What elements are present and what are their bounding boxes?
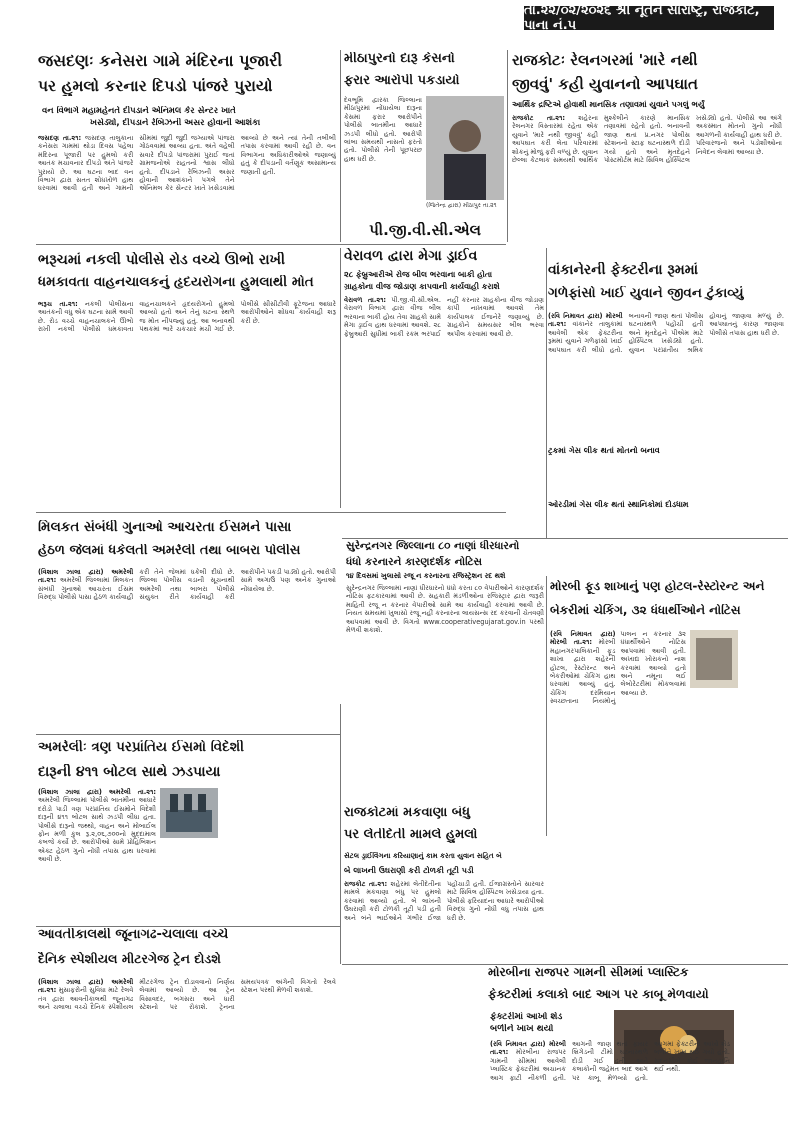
morbi-fire-headline-2: ફેક્ટરીમાં કલાકો બાદ આગ પર કાબૂ મેળવાયો <box>488 988 709 1001</box>
row-rule <box>36 244 506 245</box>
jasdan-subhead-2: ખસેડ્યો, દીપડાને રેબિઝની અસર હોવાની આશંકા <box>90 118 261 128</box>
surendranagar-headline-2: ધંધો કરનારને કારણદર્શક નોટિસ <box>346 556 483 568</box>
morbi-food-dateline: (રવિ નિમાવત દ્વારા) મોરબી તા.૨૧: <box>550 630 616 647</box>
row-rule <box>36 734 340 735</box>
railnagar-body-text: શહેરના રેલનગર વિસ્તારમાં રહેતા એક યુવાને 'મારે નથી જીવવું' કહી આપઘાત કરી લેતા પરિવારમાં શોકનું મોજું ફરી વળ્યું છે. યુવાન છેલ્લા કેટલાક સમયથી આર્થિક મુશ્કેલીને કારણે માનસિક તણાવમાં રહેતો હતો. બનાવની જાણ થતાં પ્ર.નગર પોલીસ સ્ટેશનનો સ્ટાફ ઘટનાસ્થળે દોડી ગયો હતો અને મૃતદેહને પોસ્ટમોર્ટમ માટે સિવિલ હોસ્પિટલ ખસેડ્યો હતો. પોલીસે આ અંગે અકસ્માત મોતનો ગુનો નોંધી આગળની કાર્યવાહી હાથ ધરી છે. પરિવારજનો અને પડોશીઓના નિવેદન લેવામાં આવ્યા છે. <box>512 114 782 165</box>
row-rule <box>342 964 788 965</box>
column-rule <box>340 248 341 508</box>
column-rule <box>507 50 508 242</box>
amreli-pasa-headline-2: હેઠળ જેલમાં ધકેલતી અમરેલી તથા બાબરા પોલીસ <box>38 544 301 558</box>
morbi-food-headline-1: મોરબી ફૂડ શાખાનું પણ હોટલ-રેસ્ટોરન્ટ અને <box>550 580 765 593</box>
jasdan-headline-1: જસદણઃ કનેસરા ગામે મંદિરના પૂજારી <box>38 52 283 70</box>
amreli-liquor-headline-1: અમરેલીઃ ત્રણ પરપ્રાંતિય ઈસમો વિદેશી <box>38 740 244 755</box>
column-rule <box>546 576 547 836</box>
amreli-liquor-dateline: (વિશાલ ઝાલા દ્વારા) અમરેલી તા.૨૧: <box>38 788 156 796</box>
seized-bottles-photo <box>160 788 218 838</box>
jasdan-subhead-1: વન વિભાગે મહામહેનતે દીપડાને એનિમલ કેર સેન્ટર ખાતે <box>42 106 236 116</box>
pgvcl-dateline: વેરાવળ તા.૨૧: <box>344 296 387 304</box>
wankaner-body <box>548 312 784 442</box>
railnagar-headline-2: જીવવું' કહી યુવાનનો આપઘાત <box>512 76 698 93</box>
jasdan-body-text: જસદણ તાલુકાના કનેસરા ગામમાં થોડા દિવસ પહેલા મંદિરના પૂજારી પર હુમલો કરી આતંક મચાવનાર દીપડો અંતે પાંજરે પુરાયો છે. આ ઘટના બાદ વન વિભાગ દ્વારા સતત શોધખોળ હાથ ધરવામાં આવી હતી અને ગામની સીમમાં જુદી જુદી જગ્યાએ પાંજરા ગોઠવવામાં આવ્યા હતા. અંતે વહેલી સવારે દીપડો પાંજરામાં પુરાઈ જતાં ગ્રામજનોએ રાહતનો શ્વાસ લીધો હતો. દીપડાને રેબિઝની અસર હોવાની આશંકાને પગલે તેને એનિમલ કેર સેન્ટર ખાતે ખસેડવામાં આવ્યો છે અને ત્યાં તેની તબીબી તપાસ કરવામાં આવી રહી છે. વન વિભાગના અધિકારીઓએ જણાવ્યું હતું કે દીપડાની વર્તણૂક અસામાન્ય જણાતી હતી. <box>38 134 336 193</box>
morbi-fire-body-text: મોરબીના રાજપર ગામની સીમમાં આવેલી પ્લાસ્ટિક ફેક્ટરીમાં અચાનક આગ ફાટી નીકળી હતી. આગની જાણ થતાં ફાયર બ્રિગેડની ટીમો ઘટનાસ્થળે દોડી ગઈ હતી અને કલાકોની જહેમત બાદ આગ પર કાબૂ મેળવ્યો હતો. આગમાં ફેક્ટરીનો આખો શેડ બળીને ખાખ થઈ ગયો હતો. સદનસીબે કોઈ જાનહાનિ થઈ નથી. <box>490 1040 730 1082</box>
amreli-pasa-dateline: (વિશાલ ઝાલા દ્વારા) અમરેલી તા.૨૧: <box>38 568 134 585</box>
bharuch-body <box>38 300 336 506</box>
column-rule <box>546 248 547 538</box>
jasdan-body <box>38 134 336 240</box>
amreli-liquor-body-text: અમરેલી જિલ્લામાં પોલીસે બાતમીના આધારે દરોડો પાડી ત્રણ પરપ્રાંતિય ઈસમોને વિદેશી દારૂની ૪૧૧ બોટલ સાથે ઝડપી લીધા હતા. પોલીસે દારૂનો જથ્થો, વાહન અને મોબાઈલ ફોન મળી કુલ રૂ.૨,૦૬,૭૦૦નો મુદ્દામાલ કબજે કર્યો છે. આરોપીઓ સામે પ્રોહિબિશન એક્ટ હેઠળ ગુનો નોંધી તપાસ હાથ ધરવામાં આવી છે. <box>38 796 156 864</box>
morbi-fire-dateline: (રવિ નિમાવત દ્વારા) મોરબી તા.૨૧: <box>490 1040 566 1057</box>
wankaner-headline-2: ગળેફાંસો ખાઈ યુવાને જીવન ટુંકાવ્યું <box>548 286 744 301</box>
makvana-headline-2: પર લેતીદેતી મામલે હુમલો <box>344 828 478 842</box>
pgvcl-body <box>344 296 544 452</box>
morbi-fire-subhead-1: ફેક્ટરીમાં આખો શેડ <box>490 1012 563 1022</box>
mithapur-headline-2: ફરાર આરોપી પકડાયો <box>344 74 460 88</box>
wankaner-subhead-2: ઓરડીમાં ગેસ લીક થતાં સ્થાનિકોમાં દોડધામ <box>548 500 689 509</box>
railnagar-dateline: રાજકોટ તા.૨૧: <box>512 114 566 122</box>
junagadh-body-text: મુસાફરોની સુવિધા માટે રેલવે તંત્ર દ્વારા આવતીકાલથી જૂનાગઢ અને ચલાલા વચ્ચે દૈનિક સ્પેશીયલ મીટરગેજ ટ્રેન દોડાવવાનો નિર્ણય લેવામાં આવ્યો છે. આ ટ્રેન વિસાવદર, બગસરા અને ધારી સ્ટેશનો પર રોકાશે. ટ્રેનના સમયપત્રક અંગેની વિગતો રેલવે સ્ટેશન પરથી મેળવી શકાશે. <box>38 978 336 1012</box>
bharuch-body-text: નકલી પોલીસના આતંકની વધુ એક ઘટના સામે આવી છે. રોડ વચ્ચે વાહનચાલકને ઊભો રાખી નકલી પોલીસે ધમકાવતા વાહનચાલકને હૃદયરોગનો હુમલો આવ્યો હતો અને તેનું ઘટના સ્થળે જ મોત નીપજ્યું હતું. આ બનાવથી પંથકમાં ભારે ચકચાર મચી ગઈ છે. પોલીસે સીસીટીવી ફૂટેજના આધારે આરોપીઓને શોધવા કાર્યવાહી શરૂ કરી છે. <box>38 300 336 334</box>
morbi-fire-headline-1: મોરબીના રાજપર ગામની સીમમાં પ્લાસ્ટિક <box>488 966 689 979</box>
mithapur-photo <box>426 96 504 200</box>
page-folio: તા.૨૨/૦૨/૨૦૨૬ શ્રી નૂતન સૌરાષ્ટ્ર, રાજકોટ, પાના નં.૫ <box>524 6 774 30</box>
jasdan-dateline: જસદણ તા.૨૧: <box>38 134 82 142</box>
morbi-food-photo <box>690 630 738 688</box>
makvana-dateline: રાજકોટ તા.૨૧: <box>344 880 388 888</box>
wankaner-dateline: (રવિ નિમાવત દ્વારા) મોરબી તા.૨૧: <box>548 312 623 329</box>
amreli-liquor-photo <box>160 788 218 838</box>
surendranagar-headline-1: સુરેન્દ્રનગર જિલ્લાના ૮૦ નાણાં ધીરધારનો <box>346 540 520 552</box>
bharuch-dateline: ભરૂચ તા.૨૧: <box>38 300 78 308</box>
person-photo <box>426 96 504 200</box>
surendranagar-body: સુરેન્દ્રનગર જિલ્લામાં નાણાં ધીરધારનો ધંધો કરતા ૮૦ વેપારીઓને કારણદર્શક નોટિસ ફટકારવામાં આવી છે. સહકારી મંડળીઓના રજિસ્ટ્રાર દ્વારા જરૂરી માહિતી રજૂ ન કરનાર વેપારીઓ સામે આ કાર્યવાહી કરવામાં આવી છે. નિયત સમયમાં ખુલાસો રજૂ નહીં કરનારના લાયસન્સ રદ કરવાની ચેતવણી આપવામાં આવી છે. વિગતો www.cooperativegujarat.gov.in પરથી મેળવી શકાશે. <box>346 584 544 635</box>
makvana-body-text: શહેરમાં લેતીદેતીના મામલે મકવાણા બંધુ પર હુમલો કરવામાં આવ્યો હતો. બે લાખની ઉઘરાણી કરી ટોળકી તૂટી પડી હતી અને બંને ભાઈઓને ગંભીર ઈજા પહોંચાડી હતી. ઈજાગ્રસ્તોને સારવાર માટે સિવિલ હોસ્પિટલ ખસેડાયા હતા. પોલીસે ફરિયાદના આધારે આરોપીઓ વિરુદ્ધ ગુનો નોંધી વધુ તપાસ હાથ ધરી છે. <box>344 880 544 922</box>
amreli-pasa-headline-1: મિલકત સંબંધી ગુનાઓ આચરતા ઈસમને પાસા <box>38 520 292 535</box>
morbi-fire-subhead-2: બળીને ખાખ થયો <box>490 1024 554 1034</box>
amreli-liquor-headline-2: દારૂની ૪૧૧ બોટલ સાથે ઝડપાયા <box>38 764 221 780</box>
makvana-headline-1: રાજકોટમાં મકવાણા બંધુ <box>344 806 471 820</box>
pgvcl-subhead-2: ગ્રાહકોના વીજ જોડાણ કાપવાની કાર્યવાહી કરાશે <box>344 282 500 291</box>
railnagar-body <box>512 114 782 240</box>
makvana-subhead-2: બે લાખની ઉઘરાણી કરી ટોળકી તૂટી પડી <box>344 866 474 875</box>
inspection-photo <box>690 630 738 688</box>
wankaner-headline-1: વાંકાનેરની ફેક્ટરીના રૂમમાં <box>548 262 699 278</box>
railnagar-subhead: આર્થિક દ્રષ્ટિએ હોવાથી માનસિક તણાવમાં યુવાને પગલું ભર્યું <box>512 100 705 109</box>
makvana-body <box>344 880 544 966</box>
junagadh-headline-2: દૈનિક સ્પેશીયલ મીટરગેજ ટ્રેન દોડશે <box>38 952 221 966</box>
makvana-subhead-1: સેટલ ડ્રાઈવિંગના કરિયાણાનું કામ કરતા યુવાન સહિત બે <box>344 852 502 860</box>
morbi-food-body <box>550 630 686 756</box>
pgvcl-headline-1: પી.જી.વી.સી.એલ <box>369 222 481 239</box>
bharuch-headline-1: ભરૂચમાં નકલી પોલીસે રોડ વચ્ચે ઊભો રાખી <box>38 252 286 268</box>
pgvcl-headline-2: વેરાવળ દ્વારા મેગા ડ્રાઈવ <box>344 248 478 264</box>
junagadh-body <box>38 978 336 1126</box>
junagadh-dateline: (વિશાલ ઝાલા દ્વારા) અમરેલી તા.૨૧: <box>38 978 134 995</box>
mithapur-headline-1: મીઠાપુરનો દારૂ કેસનો <box>344 52 455 66</box>
wankaner-subhead-1: ટ્રકમાં ગેસ લીક થતાં મોતનો બનાવ <box>548 446 660 455</box>
row-rule <box>36 512 506 513</box>
amreli-pasa-body-text: અમરેલી જિલ્લામાં મિલકત સંબંધી ગુનાઓ આચરતા ઈસમ વિરુદ્ધ પોલીસે પાસા હેઠળ કાર્યવાહી કરી તેને જેલમાં ધકેલી દીધો છે. જિલ્લા પોલીસ વડાની સૂચનાથી અમરેલી તથા બાબરા પોલીસે સંયુક્ત રીતે કાર્યવાહી કરી આરોપીને પકડી પાડ્યો હતો. આરોપી સામે અગાઉ પણ અનેક ગુનાઓ નોંધાયેલા છે. <box>38 568 336 602</box>
pgvcl-body-text: પી.જી.વી.સી.એલ. વેરાવળ વિભાગ દ્વારા વીજ બીલ ભરવાના બાકી હોય તેવા ગ્રાહકો સામે મેગા ડ્રાઈવ હાથ ધરવામાં આવશે. ૨૮ ફેબ્રુઆરી સુધીમાં બાકી રકમ ભરપાઈ નહીં કરનાર ગ્રાહકોના વીજ જોડાણ કાપી નાખવામાં આવશે તેમ કાર્યપાલક ઈજનેરે જણાવ્યું છે. ગ્રાહકોને સમયસર બીલ ભરવા અપીલ કરવામાં આવી છે. <box>344 296 544 338</box>
row-rule <box>36 926 340 927</box>
column-rule <box>340 704 341 964</box>
morbi-food-body-text: મોરબી મહાનગરપાલિકાની ફૂડ શાખા દ્વારા શહેરની હોટલ, રેસ્ટોરન્ટ અને બેકરીઓમાં ચેકિંગ હાથ ધરવામાં આવ્યું હતું. ચેકિંગ દરમિયાન સ્વચ્છતાના નિયમોનું પાલન ન કરનાર ૩૨ ધંધાર્થીઓને નોટિસ આપવામાં આવી હતી. અખાદ્ય ખોરાકનો નાશ કરવામાં આવ્યો હતો અને નમૂના લઈ લેબોરેટરીમાં મોકલવામાં આવ્યા છે. <box>550 630 686 706</box>
amreli-pasa-body <box>38 568 336 730</box>
amreli-liquor-body <box>38 788 156 920</box>
wankaner-body-text: વાંકાનેર તાલુકામાં આવેલી એક ફેક્ટરીના રૂમમાં યુવાને ગળેફાંસો ખાઈ આપઘાત કરી લીધો હતો. બનાવની જાણ થતાં પોલીસ ઘટનાસ્થળે પહોંચી હતી અને મૃતદેહને પીએમ માટે હોસ્પિટલ ખસેડ્યો હતો. યુવાન પરપ્રાંતીય શ્રમિક હોવાનું જાણવા મળ્યું છે. આપઘાતનું કારણ જાણવા પોલીસે તપાસ હાથ ધરી છે. <box>548 312 784 354</box>
morbi-food-headline-2: બેકરીમાં ચેકિંગ, ૩૨ ધંધાર્થીઓને નોટિસ <box>550 604 741 617</box>
morbi-fire-body <box>490 1040 730 1128</box>
column-rule <box>340 50 341 242</box>
row-rule <box>342 538 788 539</box>
mithapur-photo-caption: (જિતેન્દ્ર દ્વારા) મીઠાપુર તા.૨૧ <box>426 202 497 209</box>
surendranagar-subhead: ૧૪ દિવસમાં ખુલાસો રજૂ ન કરનારના રજિસ્ટ્રેશન રદ થશે <box>346 572 506 580</box>
railnagar-headline-1: રાજકોટઃ રેલનગરમાં 'મારે નથી <box>512 52 698 69</box>
mithapur-body: દેવભૂમિ દ્વારકા જિલ્લાના મીઠાપુરમાં નોંધાયેલા દારૂના કેસમાં ફરાર આરોપીને પોલીસે બાતમીના આધારે ઝડપી લીધો હતો. આરોપી લાંબા સમયથી નાસતો ફરતો હતો. પોલીસે તેની પૂછપરછ હાથ ધરી છે. <box>344 96 422 163</box>
jasdan-headline-2: પર હુમલો કરનાર દિપડો પાંજરે પુરાયો <box>38 78 273 95</box>
pgvcl-subhead-1: ૨૮ ફેબ્રુઆરીએ રોજ બીલ ભરવાના બાકી હોતા <box>344 270 493 279</box>
bharuch-headline-2: ધમકાવતા વાહનચાલકનું હૃદયરોગના હુમલાથી મોત <box>38 275 314 290</box>
junagadh-headline-1: આવતીકાલથી જૂનાગઢ-ચલાલા વચ્ચે <box>38 928 229 942</box>
